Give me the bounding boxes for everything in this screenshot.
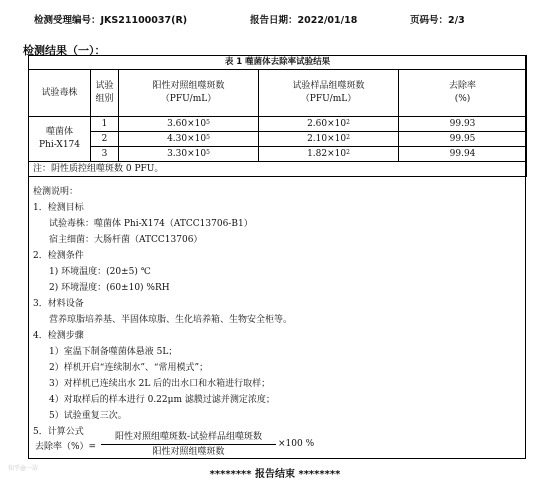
description-line: 2）样机开启“连续制水”、“常用模式”； <box>49 363 209 373</box>
watermark: 知乎@一洁 <box>8 465 39 472</box>
description-line: 3．材料设备 <box>33 299 84 309</box>
table-row <box>29 132 527 147</box>
header-positive-control: 阳性对照组噬斑数 （PFU/mL） <box>119 70 259 117</box>
formula-label: 去除率（%）= <box>35 442 97 452</box>
header-removal-rate: 去除率 (%) <box>399 70 527 117</box>
fraction-bar <box>101 444 276 445</box>
formula-numerator: 阳性对照组噬斑数-试验样品组噬斑数 <box>114 432 263 442</box>
description-heading: 检测说明： <box>33 187 79 197</box>
group-cell: 2 <box>91 132 119 147</box>
table-note: 注：阴性质控组噬斑数 0 PFU。 <box>29 162 527 177</box>
description-line: 5）试验重复三次。 <box>49 411 127 421</box>
header-sample-group: 试验样品组噬斑数 （PFU/mL） <box>259 70 399 117</box>
description-line: 1）室温下制备噬菌体悬液 5L； <box>49 347 178 357</box>
table-caption: 表 1 噬菌体去除率试验结果 <box>29 56 527 70</box>
table-row <box>29 117 527 132</box>
header-group: 试验 组别 <box>91 70 119 117</box>
description-line: 3）对样机已连续出水 2L 后的出水口和水箱进行取样； <box>49 379 271 389</box>
table-row <box>29 147 527 162</box>
removal-cell: 99.93 <box>399 117 527 132</box>
description-line: 2) 环境湿度：(60±10) %RH <box>49 283 170 293</box>
description-line: 4）对取样后的样本进行 0.22μm 滤膜过滤并测定浓度； <box>49 395 275 405</box>
description-line: 试验毒株：噬菌体 Phi-X174（ATCC13706-B1） <box>49 219 253 229</box>
removal-cell: 99.95 <box>399 132 527 147</box>
description-line: 营养琼脂培养基、半固体琼脂、生化培养箱、生物安全柜等。 <box>49 315 293 325</box>
description-line: 4．检测步骤 <box>33 331 84 341</box>
sample-cell: $2.10\times 10^2$ <box>259 132 399 147</box>
report-end: ******** 报告结束 ******** <box>209 469 341 480</box>
description-line: 宿主细菌：大肠杆菌（ATCC13706） <box>49 235 203 245</box>
removal-cell: 99.94 <box>399 147 527 162</box>
description-line: 5．计算公式 <box>33 427 84 437</box>
formula-denominator: 阳性对照组噬斑数 <box>152 447 225 457</box>
header-strain: 试验毒株 <box>29 70 91 117</box>
section-title: 检测结果（一）： <box>23 44 106 57</box>
positive-cell: $4.30\times 10^5$ <box>119 132 259 147</box>
sample-cell: $1.82\times 10^2$ <box>259 147 399 162</box>
group-cell: 3 <box>91 147 119 162</box>
group-cell: 1 <box>91 117 119 132</box>
report-header <box>0 12 550 28</box>
formula-fraction <box>101 431 276 458</box>
acceptance-number: 检测受理编号：JKS21100037(R) <box>34 15 188 26</box>
description-line: 2．检测条件 <box>33 251 84 261</box>
strain-name: 噬菌体 Phi-X174 <box>29 117 91 162</box>
page-number: 页码号：2/3 <box>410 15 465 26</box>
positive-cell: $3.30\times 10^5$ <box>119 147 259 162</box>
report-date: 报告日期：2022/01/18 <box>250 15 358 26</box>
formula-multiplier: ×100 % <box>278 439 315 449</box>
results-table <box>28 55 527 177</box>
description-line: 1) 环境温度：(20±5) ℃ <box>49 267 151 277</box>
sample-cell: $2.60\times 10^2$ <box>259 117 399 132</box>
positive-cell: $3.60\times 10^5$ <box>119 117 259 132</box>
description-line: 1．检测目标 <box>33 203 84 213</box>
